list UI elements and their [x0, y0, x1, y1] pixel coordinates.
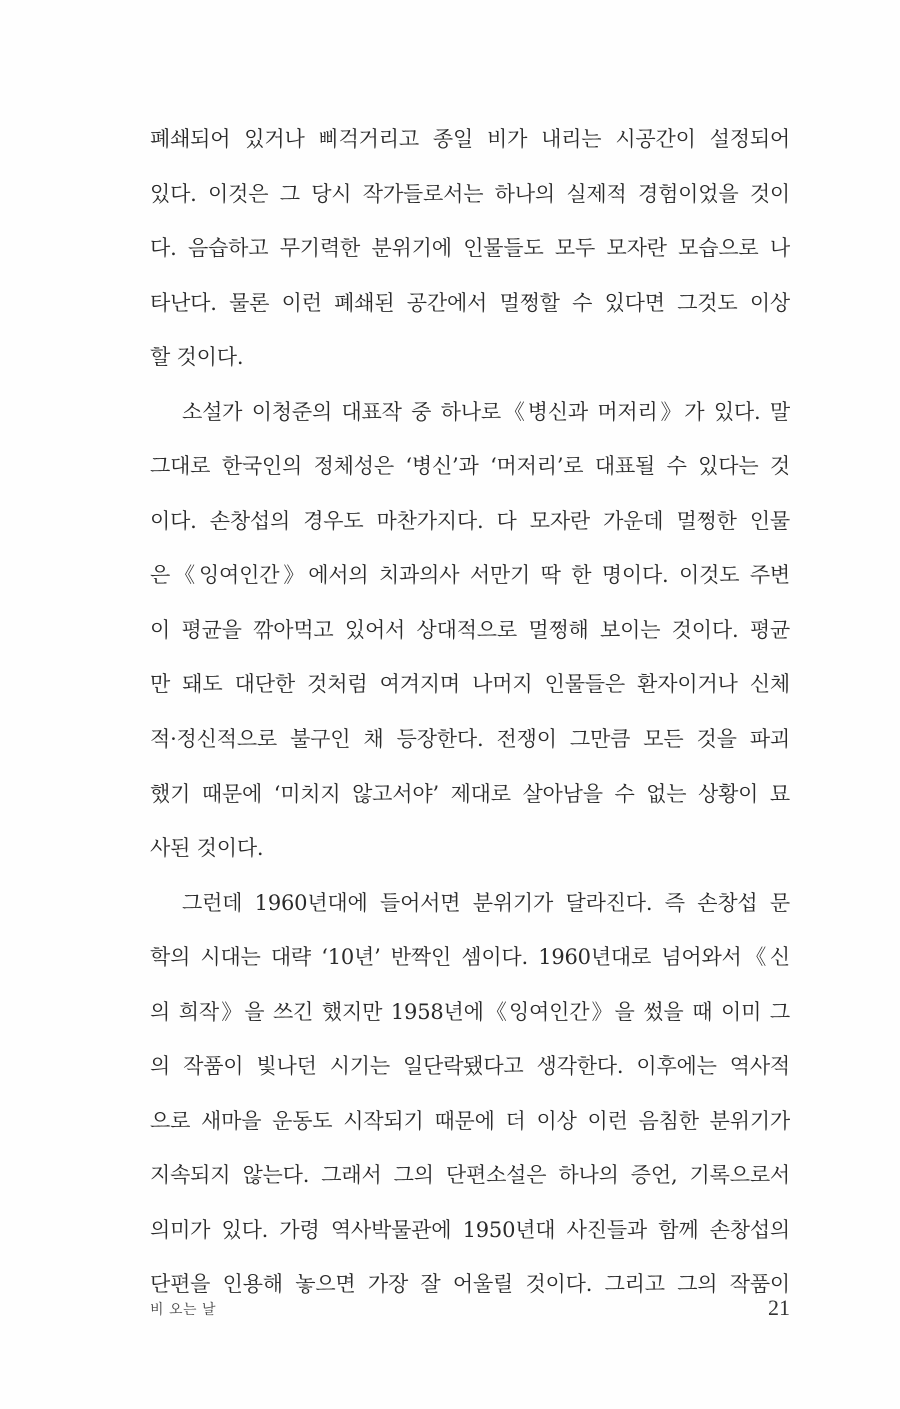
text-line: 폐쇄되어 있거나 삐걱거리고 종일 비가 내리는 시공간이 설정되어 [150, 127, 790, 151]
text-line: 으로 새마을 운동도 시작되기 때문에 더 이상 이런 음침한 분위기가 [150, 1108, 790, 1133]
text-line: 만 돼도 대단한 것처럼 여겨지며 나머지 인물들은 환자이거나 신체 [150, 672, 790, 697]
text-line: 이 평균을 깎아먹고 있어서 상대적으로 멀쩡해 보이는 것이다. 평균 [150, 617, 790, 642]
text-line: 소설가 이청준의 대표작 중 하나로《병신과 머저리》가 있다. 말 [182, 399, 790, 424]
running-title: 비 오는 날 [150, 1302, 216, 1318]
text-line: 이다. 손창섭의 경우도 마찬가지다. 다 모자란 가운데 멀쩡한 인물 [150, 508, 790, 533]
text-line: 적·정신적으로 불구인 채 등장한다. 전쟁이 그만큼 모든 것을 파괴 [150, 727, 790, 752]
page-number: 21 [768, 1295, 790, 1320]
text-line: 그런데 1960년대에 들어서면 분위기가 달라진다. 즉 손창섭 문 [182, 890, 791, 915]
text-line: 의미가 있다. 가령 역사박물관에 1950년대 사진들과 함께 손창섭의 [150, 1217, 791, 1242]
text-line: 단편을 인용해 놓으면 가장 잘 어울릴 것이다. 그리고 그의 작품이 [150, 1272, 790, 1297]
text-line: 있다. 이것은 그 당시 작가들로서는 하나의 실제적 경험이었을 것이 [150, 181, 790, 206]
page-footer [150, 1295, 790, 1325]
text-line: 학의 시대는 대략 ‘10년’ 반짝인 셈이다. 1960년대로 넘어와서《신 [150, 945, 790, 970]
text-line: 의 희작》을 쓰긴 했지만 1958년에《잉여인간》을 썼을 때 이미 그 [150, 999, 790, 1024]
text-line: 사된 것이다. [150, 836, 264, 861]
text-line: 그대로 한국인의 정체성은 ‘병신’과 ‘머저리’로 대표될 수 있다는 것 [150, 454, 790, 479]
text-line: 은《잉여인간》에서의 치과의사 서만기 딱 한 명이다. 이것도 주변 [150, 563, 790, 588]
text-line: 할 것이다. [150, 345, 244, 370]
text-line: 다. 음습하고 무기력한 분위기에 인물들도 모두 모자란 모습으로 나 [150, 236, 790, 261]
text-line: 지속되지 않는다. 그래서 그의 단편소설은 하나의 증언, 기록으로서 [150, 1163, 790, 1188]
text-line: 의 작품이 빛나던 시기는 일단락됐다고 생각한다. 이후에는 역사적 [150, 1054, 790, 1079]
text-line: 타난다. 물론 이런 폐쇄된 공간에서 멀쩡할 수 있다면 그것도 이상 [150, 290, 790, 315]
text-line: 했기 때문에 ‘미치지 않고서야’ 제대로 살아남을 수 없는 상황이 묘 [150, 781, 790, 806]
body-text [150, 112, 790, 1312]
